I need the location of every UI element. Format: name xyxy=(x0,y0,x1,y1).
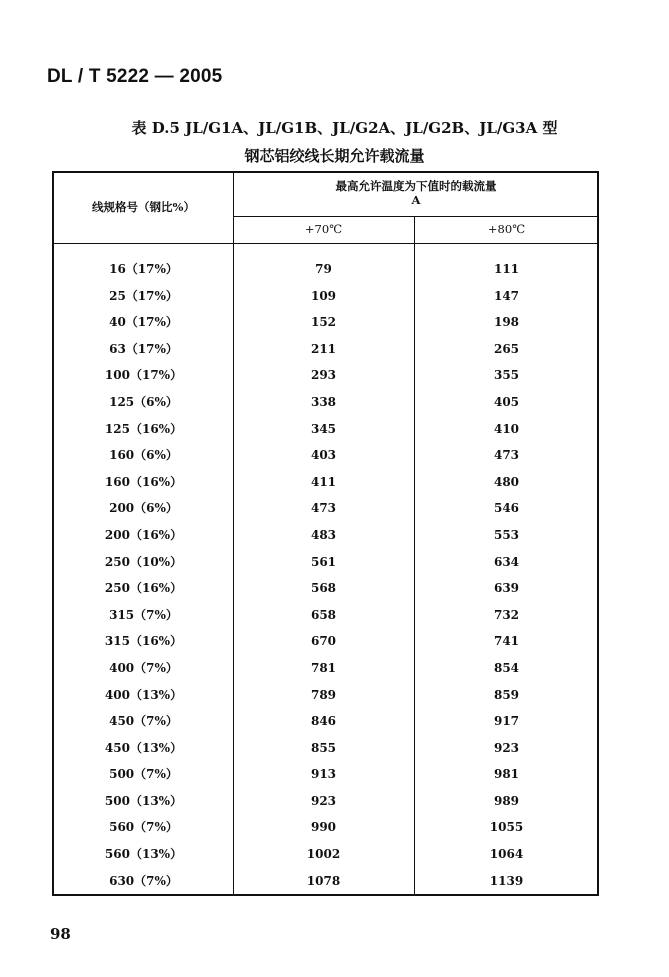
cell-value-70: 109 xyxy=(310,288,337,303)
cell-spec: 200（16%） xyxy=(104,527,183,542)
header-spec: 线规格号（钢比%） xyxy=(92,200,195,214)
cell-value-80: 741 xyxy=(493,634,520,649)
cell-value-80: 634 xyxy=(493,554,520,569)
cell-spec: 160（16%） xyxy=(104,474,183,489)
cell-spec: 450（7%） xyxy=(109,714,178,729)
cell-value-80: 405 xyxy=(493,394,520,409)
cell-spec: 25（17%） xyxy=(109,288,178,303)
page-number: 98 xyxy=(50,925,71,943)
cell-value-70: 211 xyxy=(310,341,337,356)
table-row xyxy=(54,628,597,655)
cell-spec: 100（17%） xyxy=(104,368,183,383)
table-row xyxy=(54,283,597,310)
table-row xyxy=(54,362,597,389)
ampacity-table xyxy=(52,171,599,896)
table-row xyxy=(54,389,597,416)
cell-spec: 500（13%） xyxy=(104,793,183,808)
document-code: DL / T 5222 — 2005 xyxy=(47,66,223,87)
table-row xyxy=(54,522,597,549)
cell-value-80: 265 xyxy=(493,341,520,356)
cell-spec: 560（13%） xyxy=(104,847,183,862)
cell-spec: 125（16%） xyxy=(104,421,183,436)
cell-value-80: 1064 xyxy=(489,847,524,862)
cell-value-70: 855 xyxy=(310,740,337,755)
table-body xyxy=(54,256,597,894)
header-temp-80: +80℃ xyxy=(487,222,526,236)
cell-spec: 250（10%） xyxy=(104,554,183,569)
cell-spec: 125（6%） xyxy=(109,394,178,409)
cell-value-80: 923 xyxy=(493,740,520,755)
cell-value-80: 546 xyxy=(493,501,520,516)
cell-value-80: 917 xyxy=(493,714,520,729)
cell-spec: 400（13%） xyxy=(104,687,183,702)
cell-value-70: 568 xyxy=(310,581,337,596)
table-row xyxy=(54,868,597,895)
cell-value-80: 859 xyxy=(493,687,520,702)
cell-value-80: 1055 xyxy=(489,820,524,835)
cell-value-70: 411 xyxy=(310,474,337,489)
cell-value-80: 198 xyxy=(493,315,520,330)
table-row xyxy=(54,256,597,283)
header-temperature: 最高允许温度为下值时的载流量 xyxy=(335,179,497,193)
table-row xyxy=(54,708,597,735)
cell-value-80: 981 xyxy=(493,767,520,782)
table-title: 表 D.5 JL/G1A、JL/G1B、JL/G2A、JL/G2B、JL/G3A 型 xyxy=(131,119,558,137)
table-row xyxy=(54,602,597,629)
cell-spec: 315（7%） xyxy=(109,607,178,622)
table-row xyxy=(54,495,597,522)
cell-value-80: 147 xyxy=(493,288,520,303)
table-row xyxy=(54,735,597,762)
cell-value-70: 913 xyxy=(310,767,337,782)
cell-value-70: 473 xyxy=(310,501,337,516)
table-row xyxy=(54,788,597,815)
table-row xyxy=(54,416,597,443)
table-row xyxy=(54,469,597,496)
cell-value-80: 1139 xyxy=(489,873,524,888)
cell-value-80: 639 xyxy=(493,581,520,596)
cell-value-70: 658 xyxy=(310,607,337,622)
cell-value-70: 483 xyxy=(310,527,337,542)
table-row xyxy=(54,761,597,788)
cell-spec: 400（7%） xyxy=(109,660,178,675)
table-row xyxy=(54,682,597,709)
cell-spec: 63（17%） xyxy=(109,341,178,356)
cell-value-70: 152 xyxy=(310,315,337,330)
header-temp-70: +70℃ xyxy=(304,222,343,236)
cell-spec: 560（7%） xyxy=(109,820,178,835)
table-row xyxy=(54,655,597,682)
cell-spec: 630（7%） xyxy=(109,873,178,888)
cell-value-70: 781 xyxy=(310,660,337,675)
cell-value-80: 111 xyxy=(493,262,520,276)
cell-value-70: 561 xyxy=(310,554,337,569)
table-row xyxy=(54,814,597,841)
cell-spec: 500（7%） xyxy=(109,767,178,782)
cell-value-80: 732 xyxy=(493,607,520,622)
table-row xyxy=(54,575,597,602)
cell-value-80: 989 xyxy=(493,793,520,808)
table-row xyxy=(54,309,597,336)
cell-value-70: 345 xyxy=(310,421,337,436)
table-row xyxy=(54,336,597,363)
cell-value-80: 473 xyxy=(493,448,520,463)
cell-value-80: 553 xyxy=(493,527,520,542)
table-row xyxy=(54,442,597,469)
table-row xyxy=(54,841,597,868)
cell-value-80: 410 xyxy=(493,421,520,436)
cell-spec: 16（17%） xyxy=(109,262,178,276)
cell-value-70: 403 xyxy=(310,448,337,463)
cell-value-70: 1078 xyxy=(306,873,341,888)
cell-spec: 160（6%） xyxy=(109,448,178,463)
cell-value-70: 789 xyxy=(310,687,337,702)
cell-spec: 450（13%） xyxy=(104,740,183,755)
cell-spec: 315（16%） xyxy=(104,634,183,649)
cell-value-70: 79 xyxy=(315,262,332,276)
cell-spec: 40（17%） xyxy=(109,315,178,330)
header-divider-temp xyxy=(233,216,597,217)
cell-spec: 200（6%） xyxy=(109,501,178,516)
cell-value-80: 480 xyxy=(493,474,520,489)
cell-value-80: 355 xyxy=(493,368,520,383)
table-subtitle: 钢芯铝绞线长期允许载流量 xyxy=(244,147,425,165)
cell-value-70: 990 xyxy=(310,820,337,835)
cell-value-80: 854 xyxy=(493,660,520,675)
cell-value-70: 293 xyxy=(310,368,337,383)
header-divider-body xyxy=(54,243,597,244)
cell-value-70: 338 xyxy=(310,394,337,409)
table-row xyxy=(54,549,597,576)
cell-value-70: 923 xyxy=(310,793,337,808)
cell-value-70: 670 xyxy=(310,634,337,649)
cell-spec: 250（16%） xyxy=(104,581,183,596)
cell-value-70: 1002 xyxy=(306,847,341,862)
cell-value-70: 846 xyxy=(310,714,337,729)
header-unit: A xyxy=(411,193,421,207)
